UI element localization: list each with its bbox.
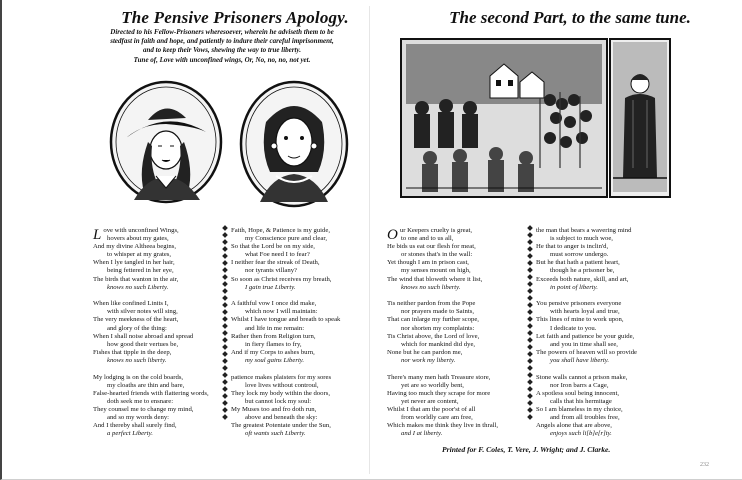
verse-line: nor tyrants villany?	[245, 267, 298, 275]
verse-stanza	[387, 227, 498, 292]
verse-line: patience makes plaisters for my sores	[231, 373, 332, 381]
verse-line: but cannot lock my soul:	[245, 397, 312, 405]
verse-line: calls that his hermitage	[550, 397, 612, 405]
verse-refrain: oft wants such Liberty.	[245, 430, 306, 438]
verse-stanza	[536, 227, 637, 292]
verse-line: yet are so worldly bent,	[401, 381, 464, 389]
verse-line: and you in time shall see,	[550, 340, 618, 348]
verse-line: A faithful vow I once did make,	[231, 300, 317, 308]
verse-line: with hearts loyal and true,	[550, 308, 620, 316]
verse-line: So that the Lord be on my side,	[231, 243, 315, 251]
verse-line: The greatest Potentate under the Sun,	[231, 422, 331, 430]
verse-line: And if my Corps to ashes burn,	[231, 348, 315, 356]
verse-line: But he that hath a patient heart,	[536, 259, 620, 267]
verse-line: Stone walls cannot a prison make,	[536, 373, 628, 381]
subtitle	[54, 28, 390, 65]
verse-line: The wind that bloweth where it list,	[387, 275, 483, 283]
verse-refrain: my soul gains Liberty.	[245, 356, 305, 364]
verse-line: My Muses too and fro doth run,	[231, 405, 317, 413]
verse-line: to whisper at my grates,	[107, 251, 172, 259]
verse-line: the man that bears a wavering mind	[536, 227, 632, 234]
verse-line: A spotless soul being innocent,	[536, 389, 620, 397]
verse-line: or stones that's in the wall:	[401, 251, 473, 259]
verse-line: So soon as Christ receives my breath,	[231, 275, 332, 283]
verse-line: and from all troubles free,	[550, 413, 620, 421]
verse-line: doth seek me to ensnare:	[107, 397, 174, 405]
verse-refrain: knows no such liberty.	[107, 356, 167, 364]
verse-line: Which makes me think they live in thrall,	[387, 422, 499, 430]
verse-line: The very meekness of the heart,	[93, 316, 179, 324]
woodcut-woman-portrait	[238, 80, 350, 208]
drop-cap: L	[93, 227, 102, 243]
verse-refrain: you shall have liberty.	[550, 356, 610, 364]
woodcut-man-portrait	[108, 80, 224, 204]
verse-line: Whilst I that am the poor'st of all	[387, 405, 476, 413]
verse-column-3	[387, 227, 498, 447]
page-number: 232	[700, 462, 709, 468]
verse-line: my Conscience pure and clear,	[245, 235, 327, 243]
verse-line: Fishes that tipple in the deep,	[93, 348, 172, 356]
verse-line: though he a prisoner be,	[550, 267, 615, 275]
verse-stanza	[93, 374, 209, 439]
verse-line: and glory of the thing:	[107, 324, 167, 332]
verse-line: with silver notes will sing,	[107, 308, 178, 316]
verse-line: hovers about my gates,	[107, 235, 169, 243]
verse-line: Exceeds both nature, skill, and art,	[536, 275, 629, 283]
verse-line: to one and to us all,	[401, 235, 454, 243]
verse-line: from worldly care am free,	[401, 413, 473, 421]
verse-line: my senses mount on high,	[401, 267, 471, 275]
subtitle-line: stedfast in faith and hope, and patiently to indure their careful imprisonment,	[110, 37, 334, 46]
verse-line: I dedicate to you.	[550, 324, 597, 332]
verse-refrain: enjoys such li[b]e[r]ty.	[550, 430, 612, 438]
verse-column-1	[93, 227, 209, 447]
verse-line: which now I will maintain:	[245, 308, 318, 316]
verse-line: nor Iron barrs a Cage,	[550, 381, 609, 389]
verse-line: ove with unconfined Wings,	[103, 227, 179, 234]
verse-column-2	[231, 227, 340, 447]
verse-line: what Foe need I to fear?	[245, 251, 310, 259]
subtitle-line: Directed to his Fellow-Prisoners wheresoever, wherein he adviseth them to be	[110, 28, 334, 36]
verse-stanza	[231, 227, 340, 292]
verse-line: The birds that wanton in the air,	[93, 275, 179, 283]
verse-stanza	[231, 300, 340, 365]
subtitle-line: Tune of, Love with unconfined wings, Or, No, no, no, not yet.	[133, 55, 311, 64]
verse-line: nor prayers made to Saints,	[401, 308, 474, 316]
verse-line: and so my words deny:	[107, 413, 170, 421]
verse-line: When I shall noise abroad and spread	[93, 332, 194, 340]
verse-line: When like confined Linits I,	[93, 300, 169, 308]
verse-line: None but he can pardon me,	[387, 348, 463, 356]
title-left: The Pensive Prisoners Apology.	[121, 8, 349, 27]
verse-line: Tis Christ above, the Lord of love,	[387, 332, 480, 340]
verse-line: ur Keepers cruelty is great,	[399, 227, 473, 234]
verse-line: in fiery flames to fry,	[245, 340, 302, 348]
verse-refrain: knows no such Liberty.	[107, 283, 169, 291]
verse-stanza	[231, 374, 340, 439]
verse-line: Having too much they scrape for more	[387, 389, 491, 397]
verse-stanza	[387, 374, 498, 439]
imprint: Printed for F. Coles, T. Vere, J. Wright; and J. Clarke.	[442, 445, 611, 454]
verse-line: being fettered in her eye,	[107, 267, 174, 275]
verse-line: is subject to much woe,	[550, 235, 613, 243]
verse-line: Angels alone that are above,	[536, 422, 612, 430]
verse-refrain: I gain true Liberty.	[245, 283, 296, 291]
ornament-border-right	[527, 226, 533, 422]
verse-refrain: knows no such liberty.	[401, 283, 461, 291]
verse-line: and life in me remain:	[245, 324, 305, 332]
subtitle-line: and to keep their Vows, shewing the way to true liberty.	[142, 46, 302, 55]
verse-line: He that to anger is inclin'd,	[536, 243, 609, 251]
verse-line: Yet though I am in prison cast,	[387, 259, 469, 267]
verse-line: Whilst I have tongue and breath to speak	[231, 316, 341, 324]
verse-line: Rather then from Religion turn,	[231, 332, 316, 340]
verse-line: There's many men hath Treasure store,	[387, 373, 491, 381]
verse-line: which for mankind did dye,	[401, 340, 476, 348]
verse-line: nor shorten my complaints:	[401, 324, 475, 332]
woodcut-crowd-scene	[400, 38, 608, 198]
title-right: The second Part, to the same tune.	[449, 8, 691, 27]
verse-line: Tis neither pardon from the Pope	[387, 300, 476, 308]
verse-column-4	[536, 227, 637, 447]
verse-line: And my divine Altheea begins,	[93, 243, 177, 251]
verse-stanza	[536, 374, 637, 439]
verse-stanza	[536, 300, 637, 365]
verse-line: You pensive prisoners everyone	[536, 300, 622, 308]
woodcut-standing-figure	[609, 38, 671, 198]
verse-refrain: a perfect Liberty.	[107, 430, 153, 438]
verse-line: yet never are content,	[401, 397, 459, 405]
verse-line: When I lye tangled in her hair,	[93, 259, 175, 267]
center-fold	[369, 6, 370, 474]
verse-line: My lodging is on the cold boards,	[93, 373, 184, 381]
verse-line: They lock my body within the doors,	[231, 389, 330, 397]
verse-line: And I thereby shall surely find,	[93, 422, 177, 430]
ornament-border-left	[222, 226, 228, 422]
verse-line: False-hearted friends with flattering words,	[93, 389, 209, 397]
verse-line: above and beneath the sky:	[245, 413, 318, 421]
verse-refrain: and I at liberty.	[401, 430, 443, 438]
verse-stanza	[93, 227, 209, 292]
verse-line: That can inlarge my further scope,	[387, 316, 479, 324]
verse-refrain: nor work my liberty.	[401, 356, 456, 364]
verse-refrain: in point of liberty.	[550, 283, 598, 291]
verse-line: my cloaths are thin and bare,	[107, 381, 185, 389]
verse-line: must sorrow undergo.	[550, 251, 609, 259]
verse-stanza	[387, 300, 498, 365]
verse-line: This lines of mine to work upon,	[536, 316, 624, 324]
verse-line: They counsel me to change my mind,	[93, 405, 194, 413]
verse-line: love lives without controul,	[245, 381, 319, 389]
verse-line: The powers of heaven will so provide	[536, 348, 638, 356]
verse-stanza	[93, 300, 209, 365]
verse-line: Faith, Hope, & Patience is my guide,	[231, 227, 330, 234]
verse-line: I neither fear the streak of Death,	[231, 259, 320, 267]
verse-line: how good their vertues be,	[107, 340, 179, 348]
drop-cap: O	[387, 227, 398, 243]
verse-line: He bids us eat our flesh for meat,	[387, 243, 476, 251]
verse-line: Let faith and patience be your guide,	[536, 332, 635, 340]
verse-line: So I am blameless in my choice,	[536, 405, 623, 413]
